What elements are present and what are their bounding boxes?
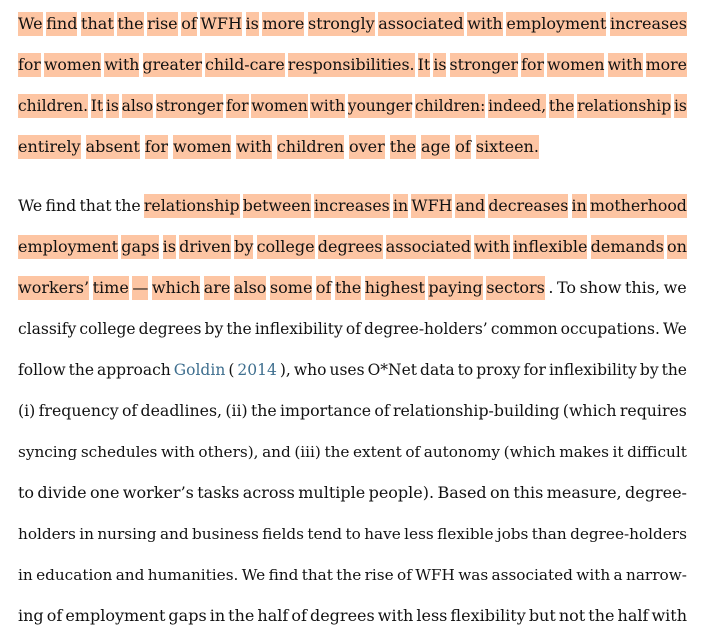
body-text: jobs [496, 525, 529, 543]
body-text: data [420, 361, 455, 379]
highlighted-text: It [91, 94, 103, 118]
highlighted-text: more [262, 12, 304, 36]
highlighted-text: decreases [488, 194, 568, 218]
highlighted-text: in [393, 194, 408, 218]
highlighted-text: motherhood [590, 194, 687, 218]
highlighted-text: women [173, 135, 231, 159]
body-text: and [262, 443, 291, 461]
body-text: who [293, 361, 327, 379]
highlighted-text: with [236, 135, 272, 159]
body-text: importance [280, 401, 372, 420]
highlighted-text: that [81, 12, 114, 36]
body-text: tasks [197, 483, 240, 502]
highlighted-text: more [646, 53, 687, 77]
body-text: degree-holders’ [364, 320, 488, 338]
body-text: on [490, 483, 510, 502]
body-text: degree-holders [570, 525, 687, 543]
body-text: and [159, 525, 189, 543]
body-text: find [45, 196, 77, 215]
highlighted-text: increases [314, 194, 390, 218]
highlighted-text: are [204, 276, 231, 300]
body-text: divide [37, 483, 87, 502]
highlighted-text: employment [506, 12, 606, 36]
highlighted-text: is [433, 53, 446, 77]
text-line [18, 522, 687, 546]
highlighted-text: demands [591, 235, 664, 259]
body-text: approach [97, 361, 171, 379]
body-text: syncing [18, 443, 78, 461]
highlighted-text: sectors [486, 276, 545, 300]
highlighted-text: degrees [318, 235, 383, 259]
highlighted-text: relationship [577, 94, 671, 118]
body-text: extent [353, 443, 402, 461]
highlighted-text: greater [143, 53, 203, 77]
highlighted-text: is [106, 94, 119, 118]
highlighted-text: the [549, 94, 574, 118]
highlighted-text: relationship [144, 194, 240, 218]
body-text: the [228, 606, 255, 625]
body-text: ( [228, 361, 235, 379]
highlighted-text: also [122, 94, 153, 118]
body-text: of [397, 566, 412, 584]
body-text: We [663, 320, 687, 338]
body-text: relationship-building [392, 401, 560, 420]
citation-link[interactable]: Goldin [173, 361, 226, 379]
body-text: people). [368, 483, 435, 502]
highlighted-text: of [316, 276, 332, 300]
body-text: to [345, 525, 361, 543]
body-text: uses [329, 361, 365, 379]
text-line [18, 135, 687, 159]
body-text: the [68, 361, 94, 379]
text-line [18, 235, 687, 259]
body-text: for [523, 361, 546, 379]
body-text: in [18, 566, 33, 584]
body-text: one [90, 483, 120, 502]
highlighted-text: find [46, 12, 77, 36]
body-text: To [557, 278, 577, 297]
body-text: find [268, 566, 299, 584]
body-text: flexibility [450, 606, 526, 625]
highlighted-text: in [572, 194, 587, 218]
body-text: of [345, 320, 361, 338]
body-text: of [374, 401, 390, 420]
body-text: a [613, 566, 623, 584]
body-text: Based [437, 483, 487, 502]
body-text: the [588, 606, 615, 625]
body-text: classify [18, 320, 77, 338]
text-line [18, 194, 687, 218]
body-text: education [36, 566, 113, 584]
highlighted-text: age [421, 135, 450, 159]
body-text: others), [198, 443, 259, 461]
body-text: that [79, 196, 112, 215]
body-text: the [250, 401, 277, 420]
body-text: and [115, 566, 145, 584]
highlighted-text: with [467, 12, 503, 36]
body-text: gaps [168, 606, 207, 625]
highlighted-text: is [246, 12, 259, 36]
body-text: of [291, 606, 307, 625]
body-text: humanities. [147, 566, 239, 584]
body-text: WFH [415, 566, 455, 584]
body-text: by [204, 320, 224, 338]
body-text: with [576, 566, 611, 584]
text-line [18, 358, 687, 382]
body-text: O*Net [367, 361, 417, 379]
body-text: college [79, 320, 136, 338]
body-text: less [416, 606, 448, 625]
body-text: the [324, 443, 350, 461]
body-text: We [18, 196, 43, 215]
body-text: was [458, 566, 489, 584]
body-text: this [513, 483, 544, 502]
highlighted-text: indeed, [488, 94, 546, 118]
highlighted-text: on [667, 235, 687, 259]
highlighted-text: increases [610, 12, 687, 36]
body-text: deadlines, [140, 401, 223, 420]
body-text: occupations. [560, 320, 660, 338]
text-line [18, 53, 687, 77]
body-text: the [661, 361, 687, 379]
highlighted-text: college [257, 235, 315, 259]
highlighted-text: children [277, 135, 344, 159]
body-text: holders [18, 525, 76, 543]
highlighted-text: of [181, 12, 197, 36]
body-text: (which [503, 443, 556, 461]
highlighted-text: associated [378, 12, 463, 36]
text-line [18, 481, 687, 505]
highlighted-text: by [234, 235, 253, 259]
highlighted-text: entirely [18, 135, 81, 159]
highlighted-text: women [44, 53, 101, 77]
body-text: across [242, 483, 295, 502]
highlighted-text: the [117, 12, 143, 36]
body-text: that [301, 566, 333, 584]
highlighted-text: for [18, 53, 41, 77]
highlighted-text: some [270, 276, 312, 300]
body-text: requires [619, 401, 687, 420]
highlighted-text: the [335, 276, 361, 300]
highlighted-text: gaps [121, 235, 159, 259]
body-text: difficult [627, 443, 687, 461]
highlighted-text: with [104, 53, 139, 77]
body-text: narrow- [626, 566, 687, 584]
highlighted-text: is [674, 94, 687, 118]
highlighted-text: between [243, 194, 311, 218]
body-text: multiple [298, 483, 366, 502]
highlighted-text: associated [386, 235, 471, 259]
highlighted-text: stronger [450, 53, 519, 77]
highlighted-text: — [132, 276, 148, 300]
body-text: half [257, 606, 289, 625]
body-text: the [226, 320, 252, 338]
body-text: proxy [476, 361, 521, 379]
citation-link[interactable]: 2014 [237, 361, 277, 379]
body-text: but [528, 606, 556, 625]
body-text: to [18, 483, 35, 502]
body-text: ), [279, 361, 291, 379]
body-text: we [663, 278, 687, 297]
highlighted-text: driven [179, 235, 231, 259]
highlighted-text: and [455, 194, 485, 218]
body-text: common [490, 320, 558, 338]
text-line [18, 276, 687, 300]
body-text: (i) [18, 401, 36, 420]
body-text: business [192, 525, 259, 543]
highlighted-text: over [349, 135, 385, 159]
body-text: show [579, 278, 622, 297]
body-text: degrees [138, 320, 202, 338]
highlighted-text: strongly [308, 12, 375, 36]
text-line [18, 12, 687, 36]
body-text: have [364, 525, 401, 543]
body-text: autonomy [423, 443, 501, 461]
body-text: of [405, 443, 421, 461]
body-text: of [46, 606, 63, 625]
body-text: fields [262, 525, 304, 543]
highlighted-text: workers’ [18, 276, 89, 300]
body-text: with [651, 606, 687, 625]
highlighted-text: inflexible [513, 235, 588, 259]
body-text: by [639, 361, 659, 379]
body-text: rise [364, 566, 394, 584]
body-text: employment [65, 606, 166, 625]
body-text: degree- [625, 483, 687, 502]
body-text: it [612, 443, 624, 461]
highlighted-text: children. [18, 94, 88, 118]
body-text: (which [562, 401, 617, 420]
highlighted-text: with [608, 53, 643, 77]
highlighted-text: absent [86, 135, 140, 159]
highlighted-text: It [418, 53, 431, 77]
text-line [18, 440, 687, 464]
body-text: this, [624, 278, 661, 297]
text-line [18, 94, 687, 118]
body-text: makes [559, 443, 609, 461]
body-text: associated [491, 566, 573, 584]
highlighted-text: employment [18, 235, 118, 259]
body-text: worker’s [122, 483, 194, 502]
highlighted-text: with [474, 235, 510, 259]
highlighted-text: for [521, 53, 544, 77]
body-text: measure, [546, 483, 622, 502]
body-text: with [377, 606, 414, 625]
highlighted-text: for [226, 94, 248, 118]
highlighted-text: younger [348, 94, 413, 118]
highlighted-text: paying [428, 276, 482, 300]
body-text: ing [18, 606, 44, 625]
highlighted-text: also [234, 276, 267, 300]
highlighted-text: with [310, 94, 344, 118]
highlighted-text: which [152, 276, 200, 300]
highlighted-text: sixteen. [476, 135, 539, 159]
text-line [18, 604, 687, 628]
highlighted-text: child-care [205, 53, 285, 77]
highlighted-text: rise [147, 12, 177, 36]
body-text: We [241, 566, 266, 584]
body-text: degrees [309, 606, 375, 625]
body-text: flexible [437, 525, 494, 543]
body-text: less [404, 525, 434, 543]
highlighted-text: of [455, 135, 471, 159]
body-text: . [548, 278, 554, 297]
text-line [18, 563, 687, 587]
highlighted-text: is [163, 235, 176, 259]
body-text: tend [307, 525, 343, 543]
highlighted-text: responsibilities. [288, 53, 415, 77]
highlighted-text: WFH [200, 12, 242, 36]
body-text: not [558, 606, 586, 625]
highlighted-text: the [390, 135, 416, 159]
body-text: (iii) [294, 443, 321, 461]
body-text: than [531, 525, 567, 543]
body-text: in [79, 525, 94, 543]
body-text: with [160, 443, 195, 461]
body-text: nursing [97, 525, 157, 543]
body-text: schedules [80, 443, 158, 461]
highlighted-text: highest [365, 276, 425, 300]
body-text: frequency [38, 401, 119, 420]
body-text: half [617, 606, 649, 625]
highlighted-text: children: [415, 94, 485, 118]
body-text: of [121, 401, 138, 420]
highlighted-text: for [145, 135, 168, 159]
highlighted-text: stronger [156, 94, 223, 118]
body-text: in [209, 606, 226, 625]
body-text: to [457, 361, 474, 379]
body-text: inflexibility [548, 361, 637, 379]
body-text: inflexibility [254, 320, 343, 338]
text-line [18, 399, 687, 423]
body-text: follow [18, 361, 66, 379]
body-text: (ii) [225, 401, 248, 420]
highlighted-text: time [93, 276, 129, 300]
highlighted-text: We [18, 12, 43, 36]
text-line [18, 317, 687, 341]
highlighted-text: WFH [411, 194, 452, 218]
highlighted-text: women [547, 53, 604, 77]
body-text: the [114, 196, 141, 215]
highlighted-text: women [251, 94, 307, 118]
body-text: the [336, 566, 362, 584]
